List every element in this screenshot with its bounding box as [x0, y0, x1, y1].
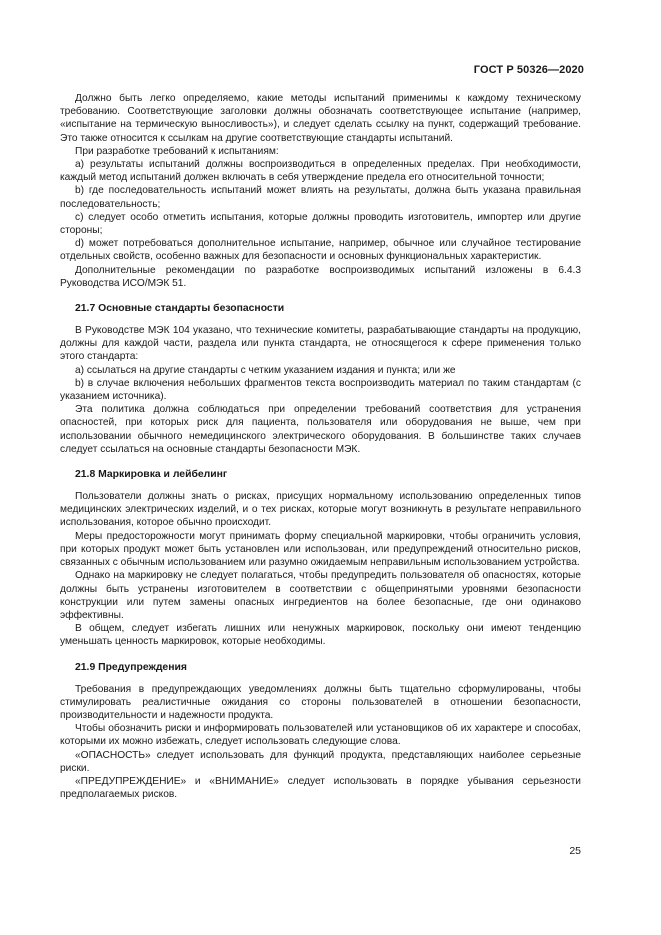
paragraph: В Руководстве МЭК 104 указано, что технические комитеты, разрабатывающие стандарты на продукцию, должны для каждой части, раздела или пункта стандарта, не относящегося к сфере применения только этого стандарта: — [60, 325, 581, 363]
section-heading: 21.8 Маркировка и лейбелинг — [75, 469, 228, 481]
paragraph: Пользователи должны знать о рисках, присущих нормальному использованию определенных типов медицинских электрических изделий, и о тех рисках, которые могут возникнуть в результате неправильного использования, которое обычно происходит. — [60, 491, 581, 529]
paragraph: Требования в предупреждающих уведомлениях должны быть тщательно сформулированы, чтобы стимулировать реалистичные ожидания со стороны пользователей в отношении безопасности, производительности и надежности продукта. — [60, 683, 581, 721]
paragraph: Эта политика должна соблюдаться при определении требований соответствия для устранения опасностей, при которых риск для пациента, пользователя или оборудования не выше, чем при использовании обычного немедицинского электрического оборудования. В большинстве таких случаев следует ссылаться на основные стандарты безопасности МЭК. — [60, 404, 581, 455]
paragraph: a) ссылаться на другие стандарты с четким указанием издания и пункта; или же — [75, 364, 456, 376]
page-body — [60, 92, 581, 801]
paragraph: При разработке требований к испытаниям: — [75, 145, 279, 157]
paragraph: «ОПАСНОСТЬ» следует использовать для функций продукта, представляющих наиболее серьезные риски. — [60, 749, 581, 774]
paragraph: Чтобы обозначить риски и информировать пользователей или установщиков об их характере и способах, которыми их можно избежать, следует использовать следующие слова. — [60, 723, 581, 748]
page-number: 25 — [569, 845, 581, 857]
paragraph: b) где последовательность испытаний может влиять на результаты, должна быть указана правильная последовательность; — [60, 185, 581, 210]
paragraph: c) следует особо отметить испытания, которые должны проводить изготовитель, импортер или другие стороны; — [60, 211, 581, 237]
paragraph: Дополнительные рекомендации по разработке воспроизводимых испытаний изложены в 6.4.3 Руководства ИСО/МЭК 51. — [60, 264, 581, 289]
paragraph: Однако на маркировку не следует полагаться, чтобы предупредить пользователя об опасностях, которые должны быть устранены изготовителем в соответствии с общепринятыми уровнями безопасности конструкции или путем замены опасных ингредиентов на более безопасные, где они одинаково эффективны. — [60, 570, 581, 621]
paragraph: В общем, следует избегать лишних или ненужных маркировок, поскольку они имеют тенденцию уменьшать ценность маркировок, которые необходимы. — [60, 623, 581, 648]
section-heading: 21.7 Основные стандарты безопасности — [75, 303, 285, 315]
document-code: ГОСТ Р 50326—2020 — [473, 64, 584, 76]
paragraph: Меры предосторожности могут принимать форму специальной маркировки, чтобы ограничить условия, при которых продукт может быть установлен или использован, или предупреждений относительно рисков, связанных с обычным использованием или разумно ожидаемым неправильным использованием устройства. — [60, 530, 581, 569]
paragraph: Должно быть легко определяемо, какие методы испытаний применимы к каждому техническому требованию. Соответствующие заголовки должны обозначать соответствующее испытание (например, «испытание на термическую выносливость»), и следует сделать ссылку на пункт, содержащий требование. Это также относится к ссылкам на другие соответствующие стандарты испытаний. — [60, 93, 581, 144]
paragraph: «ПРЕДУПРЕЖДЕНИЕ» и «ВНИМАНИЕ» следует использовать в порядке убывания серьезности предполагаемых рисков. — [60, 775, 581, 801]
paragraph: d) может потребоваться дополнительное испытание, например, обычное или случайное тестирование отдельных свойств, особенно важных для безопасности и основных функциональных характеристик. — [60, 238, 581, 263]
paragraph: a) результаты испытаний должны воспроизводиться в определенных пределах. При необходимости, каждый метод испытаний должен включать в себя утверждение предела его относительной точности; — [60, 159, 581, 184]
section-heading: 21.9 Предупреждения — [75, 661, 187, 673]
paragraph: b) в случае включения небольших фрагментов текста воспроизводить материал по таким стандартам (с указанием источника). — [60, 377, 581, 403]
